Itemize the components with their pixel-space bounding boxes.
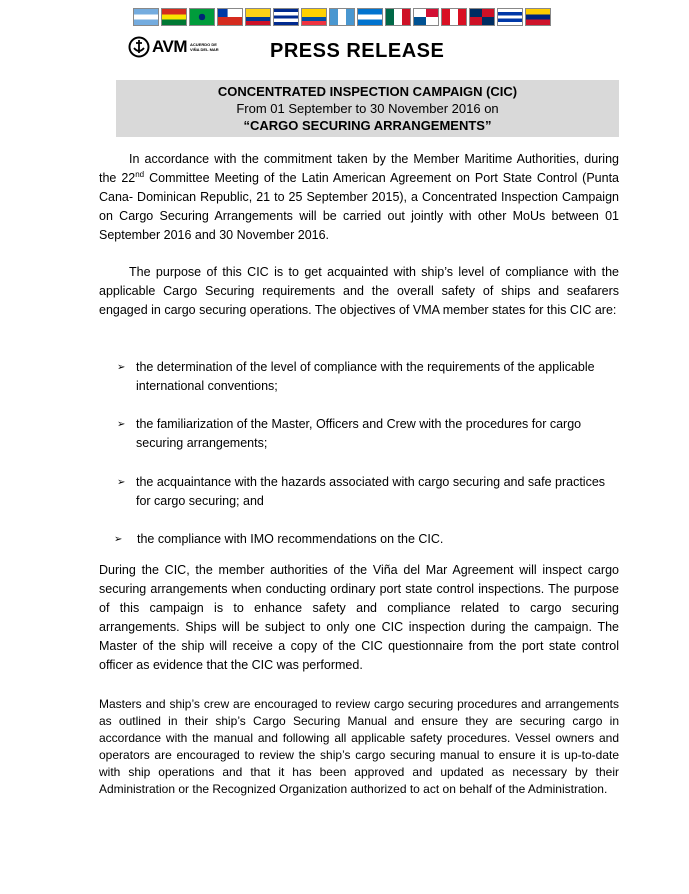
list-item	[117, 415, 617, 453]
flag-colombia-icon	[245, 8, 271, 26]
arrow-bullet-icon: ➢	[114, 534, 123, 545]
flag-cuba-icon	[273, 8, 299, 26]
flag-guatemala-icon	[329, 8, 355, 26]
list-item-text: the determination of the level of compliance with the requirements of the applicable international conventions;	[136, 360, 595, 393]
paragraph-purpose: The purpose of this CIC is to get acquainted with ship’s level of compliance with the applicable Cargo Securing requirements and the overall safety of ships and seafarers engaged in cargo securing operations. The objectives of VMA member states for this CIC are:	[99, 265, 619, 317]
flag-panama-icon	[413, 8, 439, 26]
logo-text: AVM	[152, 37, 188, 56]
list-item	[117, 358, 617, 396]
list-item	[117, 473, 617, 511]
flag-argentina-icon	[133, 8, 159, 26]
flags-row	[133, 8, 551, 26]
paragraph-intro	[99, 150, 619, 245]
arrow-bullet-icon: ➢	[117, 419, 126, 430]
flag-chile-icon	[217, 8, 243, 26]
list-item	[114, 530, 614, 549]
arrow-bullet-icon: ➢	[117, 477, 126, 488]
list-item-text: the acquaintance with the hazards associated with cargo securing and safe practices for cargo securing; and	[136, 475, 606, 508]
flag-dominican-republic-icon	[469, 8, 495, 26]
flag-honduras-icon	[357, 8, 383, 26]
arrow-bullet-icon: ➢	[117, 362, 126, 373]
flag-peru-icon	[441, 8, 467, 26]
paragraph-intro-b: Committee Meeting of the Latin American Agreement on Port State Control (Punta Cana- Dominican Republic, 21 to 25 September 2015), a Concentrated Inspection Campaign on Cargo Securing Arrangements will be carried out jointly with other MoUs between 01 September 2016 and 30 November 2016.	[99, 171, 619, 242]
flag-brazil-icon	[189, 8, 215, 26]
paragraph-during-cic: During the CIC, the member authorities of the Viña del Mar Agreement will inspect cargo securing arrangements when conducting ordinary port state control inspections. The purpose of this campaign is to enhance safety and compliance related to cargo securing arrangements. Ships will be subject to only one CIC inspection during the campaign. The Master of the ship will receive a copy of the CIC questionnaire from the port state control officer as evidence that the CIC was performed.	[99, 563, 619, 672]
page-title: PRESS RELEASE	[270, 40, 445, 62]
banner-line-1: CONCENTRATED INSPECTION CAMPAIGN (CIC)	[217, 84, 518, 99]
logo-subtext: ACUERDO DE VIÑA DEL MAR	[190, 42, 219, 52]
ordinal-suffix: nd	[135, 169, 145, 179]
flag-mexico-icon	[385, 8, 411, 26]
list-item-text: the compliance with IMO recommendations on the CIC.	[137, 532, 444, 546]
paragraph-masters: Masters and ship’s crew are encouraged to review cargo securing procedures and arrangements as outlined in their ship’s Cargo Securing Manual and ensure they are securing cargo in accordance with the manual and following all applicable safety procedures. Vessel owners and operators are encouraged to review the ship’s cargo securing manual to ensure it is up-to-date with ship operations and that it has been approved and updated as necessary by their Administration or the Recognized Organization authorized to act on behalf of the Administration.	[99, 697, 619, 796]
banner-line-3: “CARGO SECURING ARRANGEMENTS”	[243, 118, 492, 133]
list-item-text: the familiarization of the Master, Officers and Crew with the procedures for cargo securing arrangements;	[136, 417, 582, 450]
banner-line-2: From 01 September to 30 November 2016 on	[236, 101, 499, 116]
flag-ecuador-icon	[301, 8, 327, 26]
flag-venezuela-icon	[525, 8, 551, 26]
avm-logo	[128, 36, 226, 58]
campaign-banner	[116, 80, 619, 137]
flag-uruguay-icon	[497, 8, 523, 26]
flag-bolivia-icon	[161, 8, 187, 26]
anchor-icon	[128, 36, 150, 58]
paragraph-intro-a: In accordance with the commitment taken by the Member Maritime Authorities, during the 22	[99, 152, 619, 185]
